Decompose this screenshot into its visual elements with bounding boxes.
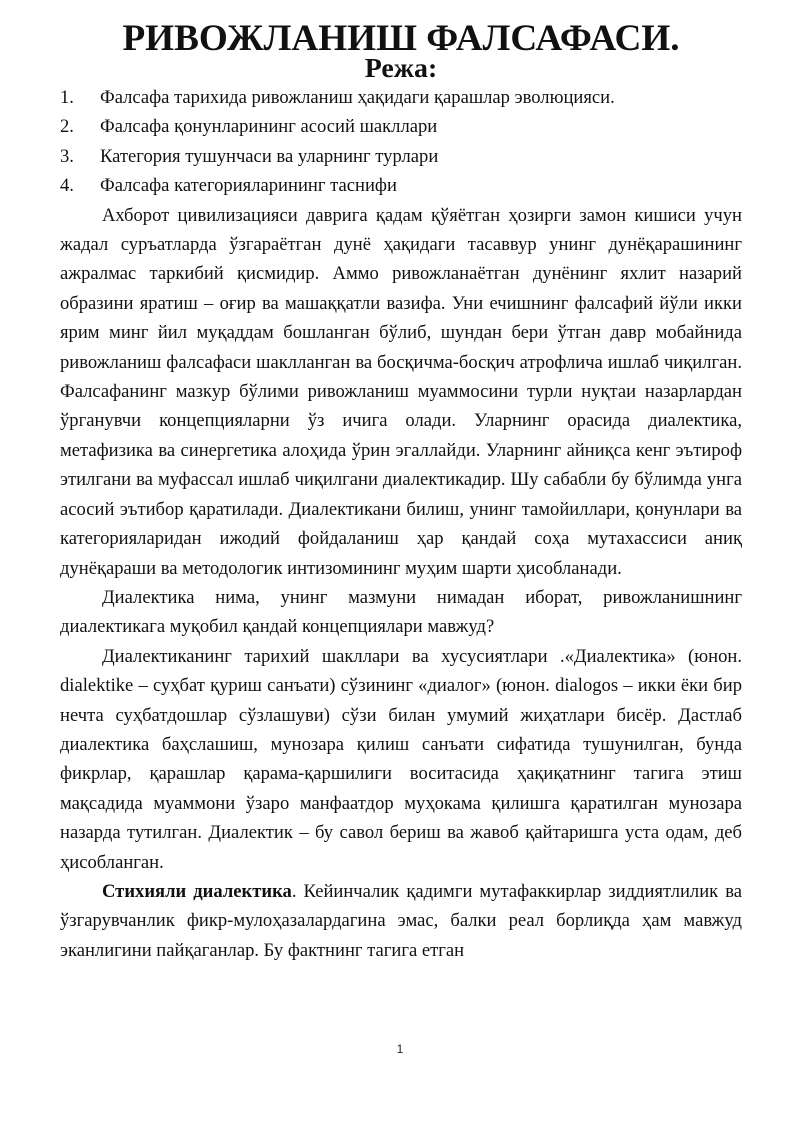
body-paragraph: Диалектиканинг тарихий шакллари ва хусусиятлари .«Диалектика» (юнон. dialektike – суҳбат қуриш санъати) сўзининг «диалог» (юнон. dialogos – икки ёки бир нечта суҳбатдошлар сўзлашуви) сўзи билан умумий жиҳатлари бисёр. Дастлаб диалектика баҳслашиш, мунозара қилиш санъати сифатида тушунилган, бунда фикрлар, қарашлар қарама-қаршилиги воситасида ҳақиқатнинг тагига этиш мақсадида муаммони ўзаро манфаатдор муҳокама қилишга қаратилган мунозара назарда тутилган. Диалектик – бу савол бериш ва жавоб қайтаришга уста одам, деб ҳисобланган. (60, 645, 742, 873)
section-lead-text: . Кейинчалик қадимги мутафаккирлар зиддиятлилик ва ўзгарувчанлик фикр-мулоҳазалардагина эмас, балки реал борлиқда ҳам мавжуд эканлигини пайқаганлар. Бу фактнинг тагига етган (60, 880, 742, 961)
plan-item-number: 1. (60, 87, 74, 108)
plan-item-number: 4. (60, 175, 74, 197)
plan-item-text: Фалсафа қонунларининг асосий шакллари (100, 116, 438, 138)
plan-item (60, 112, 742, 141)
body-paragraph: Диалектика нима, унинг мазмуни нимадан иборат, ривожланишнинг диалектикага муқобил қандай концепциялари мавжуд? (60, 586, 742, 638)
plan-item-number: 2. (60, 116, 74, 138)
document-page (60, 18, 742, 965)
plan-item-number: 3. (60, 145, 74, 167)
body-paragraph-last (60, 877, 742, 965)
section-lead-bold: Стихияли диалектика (102, 880, 292, 902)
plan-list (60, 83, 742, 201)
plan-item-text: Фалсафа категорияларининг таснифи (100, 175, 397, 197)
document-title: РИВОЖЛАНИШ ФАЛСАФАСИ. (122, 18, 680, 59)
plan-item (60, 171, 742, 200)
plan-item-text: Категория тушунчаси ва уларнинг турлари (100, 145, 439, 167)
body-paragraph: Ахборот цивилизацияси даврига қадам қўяётган ҳозирги замон кишиси учун жадал суръатларда ўзгараётган дунё ҳақидаги тасаввур унинг дунёқарашининг ажралмас таркибий қисмидир. Аммо ривожланаётган дунёнинг яхлит назарий образини яратиш – оғир ва машаққатли вазифа. Уни ечишнинг фалсафий йўли икки ярим минг йил муқаддам бошланган бўлиб, шундан бери ўтган давр мобайнида ривожланиш фалсафаси шаклланган ва босқичма-босқич атрофлича ишлаб чиқилган. Фалсафанинг мазкур бўлими ривожланиш муаммосини турли нуқтаи назарлардан ўрганувчи концепцияларни ўз ичига олади. Уларнинг орасида диалектика, метафизика ва синергетика алоҳида ўрин эгаллайди. Уларнинг айниқса кенг эътироф этилгани ва муфассал ишлаб чиқилгани диалектикадир. Шу сабабли бу бўлимда унга асосий эътибор қаратилади. Диалектикани билиш, унинг тамойиллари, қонунлари ва категорияларидан ижодий фойдаланиш ҳар қандай соҳа мутахассиси аниқ дунёқараши ва методологик интизомининг муҳим шарти ҳисобланади. (60, 204, 742, 579)
plan-item-text: Фалсафа тарихида ривожланиш ҳақидаги қарашлар эволюцияси. (100, 87, 615, 108)
plan-heading: Режа: (364, 53, 438, 84)
plan-item (60, 83, 742, 112)
page-number: 1 (396, 1042, 404, 1056)
plan-item (60, 142, 742, 171)
